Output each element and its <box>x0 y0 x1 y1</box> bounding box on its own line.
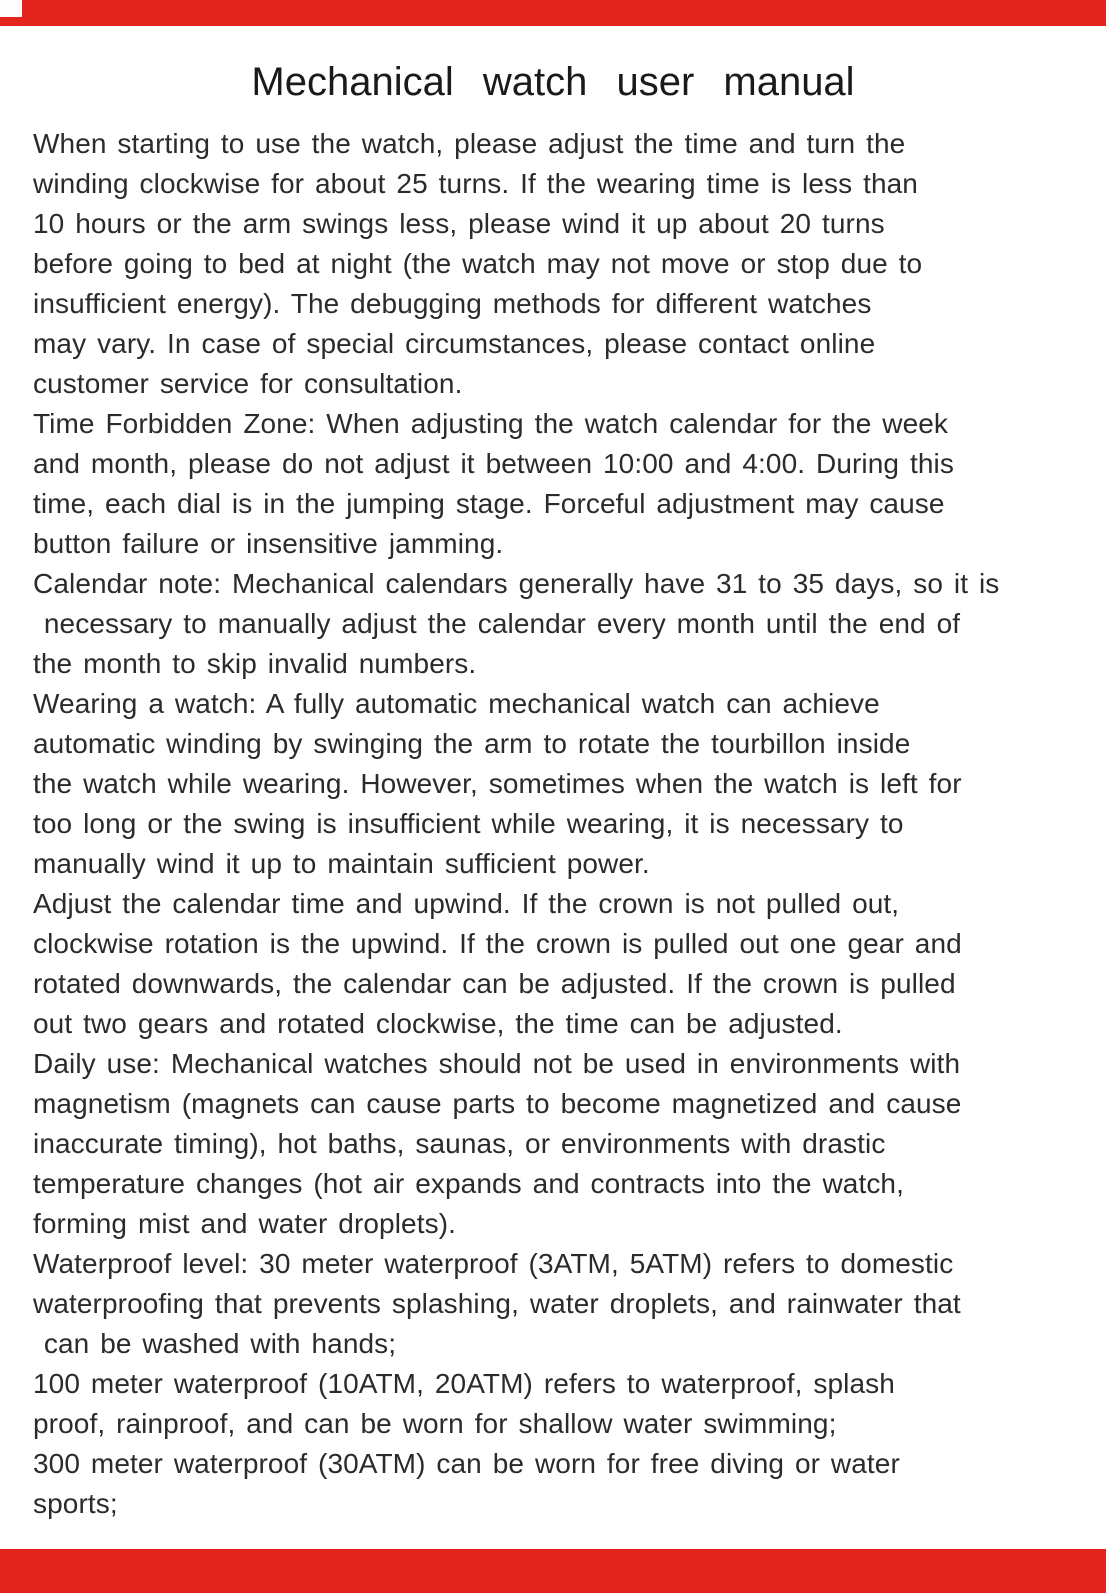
text-line: Adjust the calendar time and upwind. If the crown is not pulled out, <box>33 888 900 919</box>
top-red-banner <box>0 0 1106 26</box>
text-line: Daily use: Mechanical watches should not be used in environments with <box>33 1048 961 1079</box>
text-line: forming mist and water droplets). <box>33 1208 457 1239</box>
text-line: insufficient energy). The debugging methods for different watches <box>33 288 872 319</box>
text-line: Time Forbidden Zone: When adjusting the watch calendar for the week <box>33 408 949 439</box>
text-line: button failure or insensitive jamming. <box>33 528 504 559</box>
text-line: clockwise rotation is the upwind. If the crown is pulled out one gear and <box>33 928 962 959</box>
text-line: Waterproof level: 30 meter waterproof (3ATM, 5ATM) refers to domestic <box>33 1248 954 1279</box>
text-line: winding clockwise for about 25 turns. If the wearing time is less than <box>33 168 918 199</box>
text-line: necessary to manually adjust the calendar every month until the end of <box>33 608 961 639</box>
text-line: too long or the swing is insufficient while wearing, it is necessary to <box>33 808 904 839</box>
text-line: time, each dial is in the jumping stage. Forceful adjustment may cause <box>33 488 945 519</box>
text-line: 300 meter waterproof (30ATM) can be worn for free diving or water <box>33 1448 900 1479</box>
text-line: temperature changes (hot air expands and contracts into the watch, <box>33 1168 904 1199</box>
top-left-notch <box>0 0 22 17</box>
text-line: 100 meter waterproof (10ATM, 20ATM) refers to waterproof, splash <box>33 1368 895 1399</box>
text-line: customer service for consultation. <box>33 368 463 399</box>
text-line: before going to bed at night (the watch may not move or stop due to <box>33 248 923 279</box>
text-line: magnetism (magnets can cause parts to become magnetized and cause <box>33 1088 962 1119</box>
bottom-red-banner <box>0 1549 1106 1593</box>
text-line: manually wind it up to maintain sufficient power. <box>33 848 650 879</box>
text-line: the watch while wearing. However, sometimes when the watch is left for <box>33 768 962 799</box>
text-line: sports; <box>33 1488 118 1519</box>
text-line: rotated downwards, the calendar can be adjusted. If the crown is pulled <box>33 968 956 999</box>
text-line: automatic winding by swinging the arm to rotate the tourbillon inside <box>33 728 911 759</box>
page-title: Mechanical watch user manual <box>251 60 855 104</box>
text-line: Calendar note: Mechanical calendars generally have 31 to 35 days, so it is <box>33 568 1000 599</box>
text-line: and month, please do not adjust it between 10:00 and 4:00. During this <box>33 448 954 479</box>
text-line: When starting to use the watch, please adjust the time and turn the <box>33 128 906 159</box>
text-line: inaccurate timing), hot baths, saunas, or environments with drastic <box>33 1128 886 1159</box>
text-line: waterproofing that prevents splashing, water droplets, and rainwater that <box>33 1288 961 1319</box>
manual-text-block <box>33 124 1096 1524</box>
text-line: may vary. In case of special circumstances, please contact online <box>33 328 876 359</box>
text-line: 10 hours or the arm swings less, please wind it up about 20 turns <box>33 208 885 239</box>
text-line: proof, rainproof, and can be worn for shallow water swimming; <box>33 1408 837 1439</box>
text-line: the month to skip invalid numbers. <box>33 648 477 679</box>
text-line: can be washed with hands; <box>33 1328 397 1359</box>
text-line: Wearing a watch: A fully automatic mechanical watch can achieve <box>33 688 880 719</box>
text-line: out two gears and rotated clockwise, the time can be adjusted. <box>33 1008 843 1039</box>
